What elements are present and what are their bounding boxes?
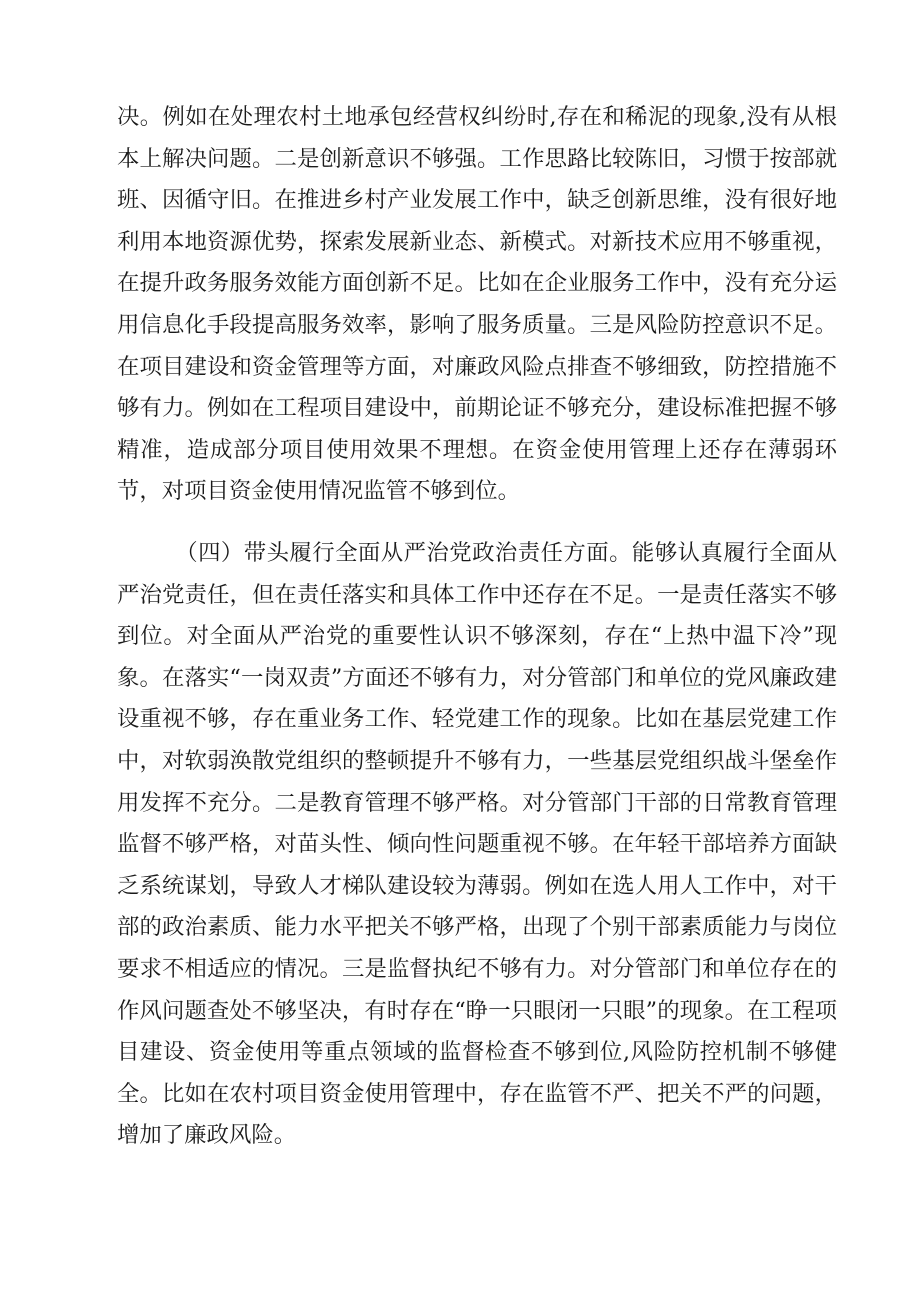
paragraph-section-four: （四）带头履行全面从严治党政治责任方面。能够认真履行全面从严治党责任，但在责任落实和具体工作中还存在不足。一是责任落实不够到位。对全面从严治党的重要性认识不够深刻，存在“上热中温下冷”现象。在落实“一岗双责”方面还不够有力，对分管部门和单位的党风廉政建设重视不够，存在重业务工作、轻党建工作的现象。比如在基层党建工作中，对软弱涣散党组织的整顿提升不够有力，一些基层党组织战斗堡垒作用发挥不充分。二是教育管理不够严格。对分管部门干部的日常教育管理监督不够严格，对苗头性、倾向性问题重视不够。在年轻干部培养方面缺乏系统谋划，导致人才梯队建设较为薄弱。例如在选人用人工作中，对干部的政治素质、能力水平把关不够严格，出现了个别干部素质能力与岗位要求不相适应的情况。三是监督执纪不够有力。对分管部门和单位存在的作风问题查处不够坚决，有时存在“睁一只眼闭一只眼”的现象。在工程项目建设、资金使用等重点领域的监督检查不够到位,风险防控机制不够健全。比如在农村项目资金使用管理中，存在监管不严、把关不严的问题，增加了廉政风险。 — [117, 540, 837, 1149]
paragraph-continued: 决。例如在处理农村土地承包经营权纠纷时,存在和稀泥的现象,没有从根本上解决问题。二是创新意识不够强。工作思路比较陈旧，习惯于按部就班、因循守旧。在推进乡村产业发展工作中，缺乏创新思维，没有很好地利用本地资源优势，探索发展新业态、新模式。对新技术应用不够重视，在提升政务服务效能方面创新不足。比如在企业服务工作中，没有充分运用信息化手段提高服务效率，影响了服务质量。三是风险防控意识不足。在项目建设和资金管理等方面，对廉政风险点排查不够细致，防控措施不够有力。例如在工程项目建设中，前期论证不够充分，建设标准把握不够精准，造成部分项目使用效果不理想。在资金使用管理上还存在薄弱环节，对项目资金使用情况监管不够到位。 — [117, 104, 837, 505]
